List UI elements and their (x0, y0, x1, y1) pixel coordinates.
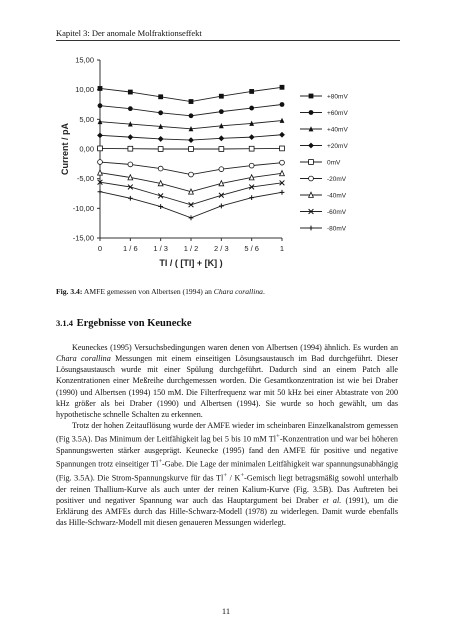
legend-marker (309, 94, 314, 99)
data-point (98, 86, 103, 91)
data-point (249, 146, 254, 151)
data-point (98, 160, 103, 165)
p2-sup1: + (276, 433, 280, 441)
data-point (158, 94, 163, 99)
data-point (189, 172, 194, 177)
y-axis-label: Current / pA (60, 122, 70, 176)
p2-part4: / K (227, 473, 241, 483)
y-tick-label: -10,00 (72, 203, 94, 213)
data-point (249, 106, 254, 111)
y-tick-label: 10,00 (75, 85, 94, 95)
section-title: Ergebnisse von Keunecke (76, 318, 192, 329)
data-point (218, 135, 224, 141)
x-tick-label: 1 (279, 244, 285, 253)
p2-sup2: + (158, 458, 163, 466)
data-point (249, 195, 254, 200)
legend-label: +40mV (327, 126, 348, 134)
data-point (98, 103, 103, 108)
p2-part1: Trotz der hohen Zeitauflösung wurde der AMFE wieder im scheinbaren Einzelkanalstrom gemessen (Fig 3.5A). Das Minimum der Leitfähigkeit lag bei 5 bis 10 mM Tl (56, 421, 398, 444)
data-point (219, 204, 224, 209)
data-point (280, 102, 285, 107)
legend-marker (309, 160, 314, 165)
y-tick-label: 0,00 (79, 144, 94, 154)
data-point (189, 113, 194, 118)
data-point (280, 146, 285, 151)
data-point (280, 85, 285, 90)
paragraph-1 (56, 342, 398, 420)
legend-marker (309, 226, 314, 231)
caption-label: Fig. 3.4: (56, 287, 83, 296)
data-point (189, 99, 194, 104)
y-tick-label: 5,00 (79, 114, 94, 124)
data-point (98, 146, 103, 151)
data-point (280, 160, 285, 165)
data-point (158, 147, 163, 152)
data-point (128, 196, 133, 201)
legend-label: -60mV (327, 209, 347, 216)
p2-sup3: + (223, 472, 228, 480)
data-point (219, 167, 224, 172)
legend-marker (309, 176, 314, 181)
y-tick-label: 15,00 (75, 55, 94, 65)
data-point (127, 134, 133, 140)
caption-species: Chara corallina (213, 287, 263, 296)
p1-part1: Keuneckes (1995) Versuchsbedingungen waren denen von Albertsen (1994) ähnlich. Es wurden an (72, 343, 398, 352)
data-point (158, 166, 163, 171)
y-tick-label: -5,00 (76, 174, 94, 184)
legend-marker (308, 143, 314, 149)
caption-end: . (262, 287, 265, 296)
running-head: Kapitel 3: Der anomale Molfraktionseffekt (56, 28, 202, 38)
data-point (249, 163, 254, 168)
data-point (128, 106, 133, 111)
x-tick-label: 0 (97, 244, 103, 253)
section-heading (56, 318, 192, 329)
p2-sup4: + (240, 472, 245, 480)
data-point (158, 110, 163, 115)
p2-etal: et al. (322, 496, 342, 506)
data-point (280, 190, 285, 195)
data-point (219, 147, 224, 152)
page-number: 11 (221, 606, 231, 616)
data-point (189, 215, 194, 220)
x-tick-label: 1 / 2 (183, 244, 199, 253)
y-tick-label: -15,00 (72, 233, 94, 243)
data-point (97, 132, 103, 138)
data-point (219, 109, 224, 114)
data-point (158, 136, 164, 142)
legend-label: -20mV (327, 176, 347, 183)
data-point (279, 132, 285, 138)
data-point (128, 146, 133, 151)
section-number: 3.1.4 (56, 318, 73, 328)
p2-part3: -Gabe. Die Lage der minimalen Leitfähigkeit war spannungsunabhängig (Fig. 3.5A). Die Strom-Spannungskurve für das Tl (56, 459, 398, 483)
legend-label: +20mV (327, 143, 348, 150)
paragraph-2 (56, 420, 398, 528)
legend-label: -80mV (327, 225, 347, 233)
data-point (128, 162, 133, 167)
legend-label: -40mV (327, 192, 347, 200)
p1-part2: Messungen mit einem einseitigen Lösungsaustausch im Bad durchgeführt. Dieser Lösungsaustausch wurde mit einer Spülung durchgeführt. Dadurch sind an einem Patch alle Konzentrationen einer Meßreihe durchgemessen worden. Die Gesamtkonzentration ist wie bei Draber (1990) und Albertsen (1994) 150 mM. Die Filterfrequenz war mit 50 kHz bei einer Abtastrate von 200 kHz größer als bei Draber (1990) und Albertsen (1994). Sie wurde so hoch gewählt, um das hypothetische schnelle Schalten zu erkennen. (56, 354, 399, 419)
legend-marker (309, 110, 314, 115)
data-point (189, 202, 194, 207)
data-point (158, 204, 163, 209)
x-tick-label: 1 / 6 (123, 244, 138, 253)
legend-label: +60mV (327, 110, 348, 117)
data-point (188, 137, 194, 143)
p2-part6: (1991), um die Erklärung des AMFEs durch das Hille-Schwarz-Modell (1978) zu widerlegen. Damit wurde ebenfalls das Hille-Schwarz-Modell mit diesen genaueren Messungen widerlegt. (56, 496, 398, 528)
data-point (249, 134, 255, 140)
x-axis-label: Tl / ( [Tl] + [K] ) (159, 258, 223, 268)
p2-part2: -Konzentration und war bei höheren Spannungswerten stärker ausgeprägt. Keunecke (1995) fand den AMFE für positive und negative Spannungen trotz einseitiger Tl (56, 434, 398, 469)
data-point (98, 189, 103, 194)
p1-species: Chara corallina (56, 354, 111, 364)
figure-chart (0, 0, 452, 290)
x-tick-label: 1 / 3 (153, 244, 168, 253)
data-point (128, 90, 133, 95)
data-point (189, 147, 194, 152)
legend-label: +80mV (327, 93, 348, 101)
data-point (219, 94, 224, 99)
data-point (249, 89, 254, 94)
figure-caption (56, 287, 396, 296)
legend-label: 0mV (327, 159, 341, 167)
x-tick-label: 5 / 6 (244, 244, 259, 253)
body-text (56, 342, 398, 529)
data-point (158, 193, 163, 198)
p2-part5: -Gemisch liegt betragsmäßig sowohl unterhalb der reinen Thallium-Kurve als auch unter der reinen Kalium-Kurve (Fig. 3.5B). Das Auftreten bei positiver und negativer Spannung war auch das Hauptargument bei Draber (56, 473, 399, 506)
data-point (98, 170, 103, 175)
x-tick-label: 2 / 3 (214, 244, 229, 253)
caption-text: AMFE gemessen von Albertsen (1994) an (82, 287, 214, 296)
